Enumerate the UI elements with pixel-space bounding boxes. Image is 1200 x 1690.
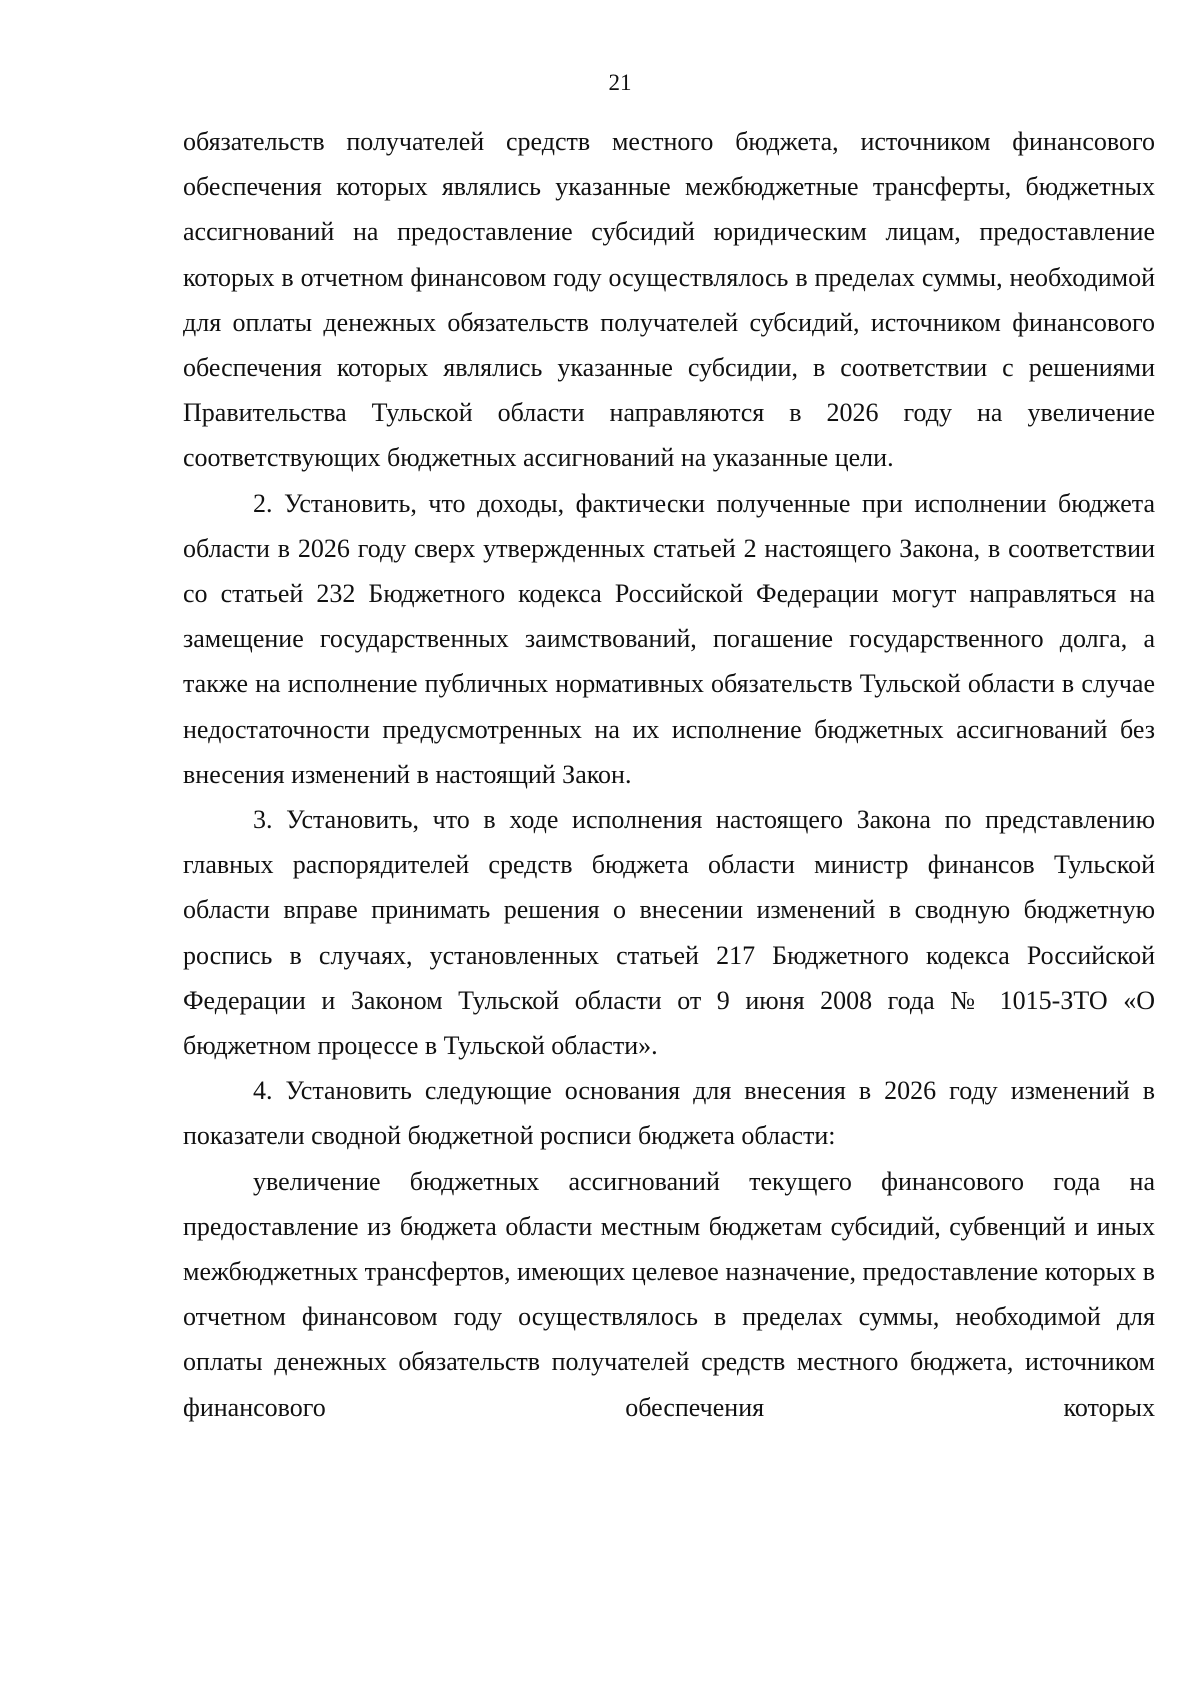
paragraph-item-4: 4. Установить следующие основания для внесения в 2026 году изменений в показатели сводной бюджетной росписи бюджета области: [183,1076,1155,1151]
paragraph-item-4-subitem: увеличение бюджетных ассигнований текущего финансового года на предоставление из бюджета области местным бюджетам субсидий, субвенций и иных межбюджетных трансфертов, имеющих целевое назначение, предоставление которых в отчетном финансовом году осуществлялось в пределах суммы, необходимой для оплаты денежных обязательств получателей средств местного бюджета, источником финансового обеспечения которых [183,1166,1155,1422]
paragraph-continuation: обязательств получателей средств местного бюджета, источником финансового обеспечения которых являлись указанные межбюджетные трансферты, бюджетных ассигнований на предоставление субсидий юридическим лицам, предоставление которых в отчетном финансовом году осуществлялось в пределах суммы, необходимой для оплаты денежных обязательств получателей субсидий, источником финансового обеспечения которых являлись указанные субсидии, в соответствии с решениями Правительства Тульской области направляются в 2026 году на увеличение соответствующих бюджетных ассигнований на указанные цели. [183,127,1155,473]
page-number: 21 [608,70,632,95]
paragraph-item-3: 3. Установить, что в ходе исполнения настоящего Закона по представлению главных распорядителей средств бюджета области министр финансов Тульской области вправе принимать решения о внесении изменений в сводную бюджетную роспись в случаях, установленных статьей 217 Бюджетного кодекса Российской Федерации и Законом Тульской области от 9 июня 2008 года № 1015-ЗТО «О бюджетном процессе в Тульской области». [183,805,1155,1061]
document-body [183,119,1155,1430]
paragraph-item-2: 2. Установить, что доходы, фактически полученные при исполнении бюджета области в 2026 году сверх утвержденных статьей 2 настоящего Закона, в соответствии со статьей 232 Бюджетного кодекса Российской Федерации могут направляться на замещение государственных заимствований, погашение государственного долга, а также на исполнение публичных нормативных обязательств Тульской области в случае недостаточности предусмотренных на их исполнение бюджетных ассигнований без внесения изменений в настоящий Закон. [183,488,1155,789]
